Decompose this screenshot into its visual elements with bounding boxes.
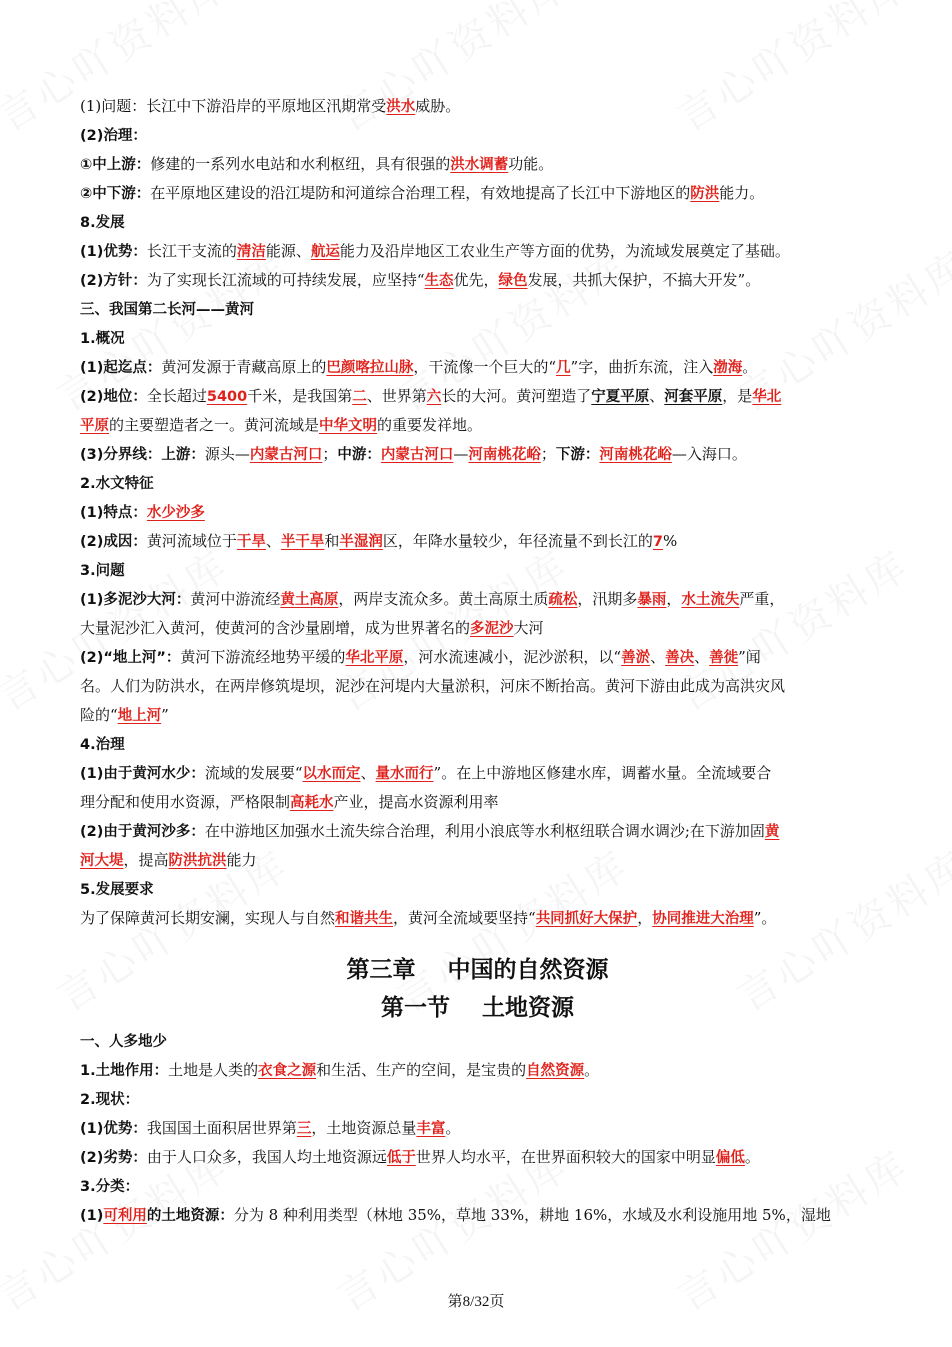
text-run: ； — [540, 445, 556, 463]
text-run: 能源、 — [265, 242, 311, 260]
text-run: ，提高 — [123, 851, 169, 869]
text-run: ” — [161, 706, 169, 724]
answer-highlight: 三 — [296, 1121, 312, 1137]
page-number: 第8/32页 — [447, 1294, 505, 1310]
bold-label: 一、人多地少 — [80, 1034, 167, 1050]
text-run: 、 — [360, 764, 376, 782]
answer-highlight: 河大堤 — [80, 853, 124, 869]
text-run: 能力 — [226, 851, 257, 869]
text-run: ，干流像一个巨大的“ — [413, 358, 557, 376]
text-run: 全长超过 — [146, 387, 207, 405]
text-run: 、 — [694, 648, 710, 666]
text-line — [80, 1201, 875, 1230]
answer-highlight: 生态 — [424, 273, 454, 289]
bold-label: (1)特点： — [80, 505, 147, 521]
text-line — [80, 1172, 875, 1201]
text-line — [80, 556, 875, 585]
bold-label: (2)成因： — [80, 534, 147, 550]
answer-highlight: 地上河 — [117, 708, 162, 724]
answer-highlight: 中华文明 — [319, 418, 378, 434]
answer-highlight: 华北平原 — [345, 650, 404, 666]
text-line — [80, 643, 875, 672]
bold-label: 中游： — [337, 447, 381, 463]
answer-highlight: 5400 — [206, 389, 248, 405]
text-run: 由于人口众多，我国人均土地资源远 — [146, 1148, 387, 1166]
text-line — [80, 411, 875, 440]
answer-highlight: 几 — [556, 360, 571, 376]
text-line — [80, 614, 875, 643]
text-run: 在平原地区建设的沿江堤防和河道综合治理工程，有效地提高了长江中下游地区的 — [150, 184, 691, 202]
bold-label: 4.治理 — [80, 737, 125, 753]
bold-label: (3)分界线：上游： — [80, 447, 205, 463]
answer-highlight: 自然资源 — [526, 1063, 585, 1079]
text-run: 千米，是我国第 — [247, 387, 353, 405]
text-line — [80, 875, 875, 904]
answer-highlight: 协同推进大治理 — [652, 911, 754, 927]
text-run: 功能。 — [508, 155, 554, 173]
bold-label: (1)由于黄河水少： — [80, 766, 205, 782]
text-run: 威胁。 — [415, 97, 461, 115]
answer-highlight: 防洪 — [690, 186, 720, 202]
text-run: ， — [666, 590, 682, 608]
text-run: ”。在上中游地区修建水库，调蓄水量。全流域要合 — [433, 764, 772, 782]
answer-highlight: 以水而定 — [302, 766, 361, 782]
section-title: 第一节 土地资源 — [380, 995, 575, 1021]
text-run: 源头— — [204, 445, 250, 463]
text-run: (1)问题：长江中下游沿岸的平原地区汛期常受 — [80, 97, 387, 115]
text-line — [80, 904, 875, 933]
text-line — [80, 1056, 875, 1085]
text-run: 理分配和使用水资源，严格限制 — [80, 793, 291, 811]
text-run: ； — [322, 445, 338, 463]
text-line — [80, 527, 875, 556]
text-run: 能力。 — [719, 184, 765, 202]
text-run: 发展，共抓大保护，不搞大开发”。 — [527, 271, 761, 289]
spacer — [80, 933, 875, 951]
document-page — [80, 92, 875, 1230]
answer-highlight: 洪水调蓄 — [450, 157, 509, 173]
bold-label: 下游： — [555, 447, 600, 463]
bold-label: (1)优势： — [80, 1121, 147, 1137]
text-line — [80, 817, 875, 846]
text-line — [80, 208, 875, 237]
text-line — [80, 585, 875, 614]
bold-label: (2)“地上河”： — [80, 650, 181, 666]
text-run: 的主要塑造者之一。黄河流域是 — [109, 416, 320, 434]
answer-highlight: 内蒙古河口 — [249, 447, 323, 463]
chapter-title: 第三章 中国的自然资源 — [346, 957, 609, 983]
text-line — [80, 730, 875, 759]
underlined-term: 河套平原 — [664, 389, 723, 405]
bold-label: (2)由于黄河沙多： — [80, 824, 205, 840]
answer-highlight: 黄 — [764, 824, 780, 840]
text-line — [80, 440, 875, 469]
text-line — [80, 237, 875, 266]
text-line — [80, 92, 875, 121]
text-line — [80, 759, 875, 788]
text-line — [80, 121, 875, 150]
text-line — [80, 701, 875, 730]
bold-label: (2)劣势： — [80, 1150, 147, 1166]
text-run: ，河水流速减小，泥沙淤积，以“ — [403, 648, 622, 666]
answer-highlight: 半干旱 — [280, 534, 325, 550]
answer-highlight: 绿色 — [498, 273, 528, 289]
bold-label: (2)治理： — [80, 128, 147, 144]
answer-highlight: 水少沙多 — [146, 505, 205, 521]
answer-highlight: 渤海 — [713, 360, 743, 376]
text-run: — — [453, 445, 469, 463]
bold-label: (1) — [80, 1208, 104, 1224]
text-line — [80, 1027, 875, 1056]
text-run: ，土地资源总量 — [311, 1119, 417, 1137]
bold-label: 三、我国第二长河——黄河 — [80, 302, 254, 318]
bold-label: (1)多泥沙大河： — [80, 592, 191, 608]
text-line — [80, 324, 875, 353]
text-run: 。 — [742, 358, 758, 376]
text-run: 世界人均水平，在世界面积较大的国家中明显 — [415, 1148, 716, 1166]
text-run: 险的“ — [80, 706, 118, 724]
text-line — [80, 469, 875, 498]
text-run: 。 — [744, 1148, 760, 1166]
bold-label: 5.发展要求 — [80, 882, 154, 898]
text-run: ”字，曲折东流，注入 — [570, 358, 714, 376]
answer-highlight: 暴雨 — [637, 592, 667, 608]
text-line — [80, 672, 875, 701]
answer-highlight: 洪水 — [386, 99, 416, 115]
answer-highlight: 善淤 — [621, 650, 651, 666]
text-run: —入海口。 — [671, 445, 747, 463]
text-run: ，两岸支流众多。黄土高原土质 — [338, 590, 549, 608]
answer-highlight: 巴颜喀拉山脉 — [326, 360, 414, 376]
bold-label: 1.概况 — [80, 331, 125, 347]
answer-highlight: 平原 — [80, 418, 109, 434]
bold-label: ①中上游： — [80, 157, 151, 173]
text-run: 大河 — [513, 619, 544, 637]
text-run: 流域的发展要“ — [204, 764, 303, 782]
text-run: 为了实现长江流域的可持续发展，应坚持“ — [146, 271, 425, 289]
text-run: 和 — [324, 532, 340, 550]
bold-label: (1)优势： — [80, 244, 147, 260]
text-run: 土地是人类的 — [168, 1061, 259, 1079]
text-run: 区，年降水量较少，年径流量不到长江的 — [382, 532, 653, 550]
text-run: ，汛期多 — [577, 590, 638, 608]
answer-highlight: 偏低 — [715, 1150, 745, 1166]
answer-highlight: 善决 — [665, 650, 695, 666]
text-run: 分为 8 种利用类型（林地 35%，草地 33%，耕地 16%，水域及水利设施用地 5%，湿地 — [233, 1206, 831, 1224]
text-run: 、 — [265, 532, 281, 550]
answer-highlight: 疏松 — [548, 592, 578, 608]
answer-highlight: 二 — [352, 389, 367, 405]
text-run: 、 — [649, 387, 665, 405]
text-run: 长的大河。黄河塑造了 — [441, 387, 592, 405]
answer-highlight: 半湿润 — [339, 534, 383, 550]
bold-label: 3.分类： — [80, 1179, 140, 1195]
text-run: ，黄河全流域要坚持“ — [393, 909, 536, 927]
answer-highlight: 干旱 — [236, 534, 266, 550]
answer-highlight: 水土流失 — [681, 592, 740, 608]
bold-label: (2)地位： — [80, 389, 147, 405]
bold-label: ②中下游： — [80, 186, 151, 202]
text-line — [80, 846, 875, 875]
text-run: 能力及沿岸地区工农业生产等方面的优势，为流域发展奠定了基础。 — [339, 242, 790, 260]
text-run: 严重， — [739, 590, 785, 608]
land-resources-section — [80, 1027, 875, 1230]
bold-label: (2)方针： — [80, 273, 147, 289]
bold-label: 2.水文特征 — [80, 476, 154, 492]
text-run: 在中游地区加强水土流失综合治理，利用小浪底等水利枢纽联合调水调沙;在下游加固 — [204, 822, 765, 840]
bold-label: 1.土地作用： — [80, 1063, 169, 1079]
text-run: 优先， — [453, 271, 499, 289]
answer-highlight: 共同抓好大保护 — [535, 911, 638, 927]
text-run: 、 — [650, 648, 666, 666]
text-run: 大量泥沙汇入黄河，使黄河的含沙量剧增，成为世界著名的 — [80, 619, 471, 637]
underlined-term: 宁夏平原 — [591, 389, 650, 405]
text-line — [80, 382, 875, 411]
text-line — [80, 1085, 875, 1114]
answer-highlight: 防洪抗洪 — [168, 853, 227, 869]
answer-highlight: 六 — [426, 389, 442, 405]
answer-highlight: 善徙 — [709, 650, 739, 666]
text-run: ”。 — [753, 909, 777, 927]
text-run: 。 — [584, 1061, 600, 1079]
answer-highlight: 可利用 — [103, 1208, 147, 1224]
answer-highlight: 航运 — [310, 244, 340, 260]
text-run: 黄河下游流经地势平缓的 — [180, 648, 346, 666]
text-run: % — [663, 532, 678, 550]
text-line — [80, 150, 875, 179]
answer-highlight: 黄土高原 — [280, 592, 339, 608]
answer-highlight: 河南桃花峪 — [599, 447, 672, 463]
text-run: 、世界第 — [366, 387, 427, 405]
text-line — [80, 179, 875, 208]
answer-highlight: 高耗水 — [290, 795, 334, 811]
bold-label: (1)起迄点： — [80, 360, 162, 376]
text-run: 为了保障黄河长期安澜，实现人与自然 — [80, 909, 336, 927]
text-line — [80, 295, 875, 324]
text-line — [80, 1114, 875, 1143]
answer-highlight: 量水而行 — [375, 766, 434, 782]
bold-label: 8.发展 — [80, 215, 125, 231]
answer-highlight: 衣食之源 — [258, 1063, 317, 1079]
text-run: 黄河流域位于 — [146, 532, 237, 550]
answer-highlight: 清洁 — [236, 244, 266, 260]
text-run: ，是 — [722, 387, 753, 405]
text-run: 的重要发祥地。 — [377, 416, 483, 434]
answer-highlight: 和谐共生 — [335, 911, 394, 927]
text-run: 。 — [445, 1119, 461, 1137]
river-section — [80, 92, 875, 933]
answer-highlight: 内蒙古河口 — [380, 447, 454, 463]
text-line — [80, 266, 875, 295]
text-run: ， — [637, 909, 653, 927]
text-run: 我国国土面积居世界第 — [146, 1119, 297, 1137]
answer-highlight: 7 — [652, 534, 663, 550]
text-line — [80, 1143, 875, 1172]
answer-highlight: 华北 — [752, 389, 782, 405]
answer-highlight: 低于 — [386, 1150, 416, 1166]
bold-label: 2.现状： — [80, 1092, 140, 1108]
answer-highlight: 河南桃花峪 — [468, 447, 541, 463]
text-run: 黄河中游流经 — [190, 590, 281, 608]
text-line — [80, 353, 875, 382]
text-run: 修建的一系列水电站和水利枢纽，具有很强的 — [150, 155, 451, 173]
text-run: ”闻 — [738, 648, 761, 666]
text-run: 长江干支流的 — [146, 242, 237, 260]
answer-highlight: 丰富 — [416, 1121, 446, 1137]
text-run: 黄河发源于青藏高原上的 — [161, 358, 327, 376]
bold-label: 的土地资源： — [146, 1208, 234, 1224]
text-run: 和生活、生产的空间，是宝贵的 — [316, 1061, 527, 1079]
bold-label: 3.问题 — [80, 563, 125, 579]
text-line — [80, 498, 875, 527]
text-run: 产业，提高水资源利用率 — [333, 793, 499, 811]
text-line — [80, 788, 875, 817]
text-run: 名。人们为防洪水，在两岸修筑堤坝，泥沙在河堤内大量淤积，河床不断抬高。黄河下游由此成为高洪灾风 — [80, 677, 786, 695]
answer-highlight: 多泥沙 — [470, 621, 514, 637]
